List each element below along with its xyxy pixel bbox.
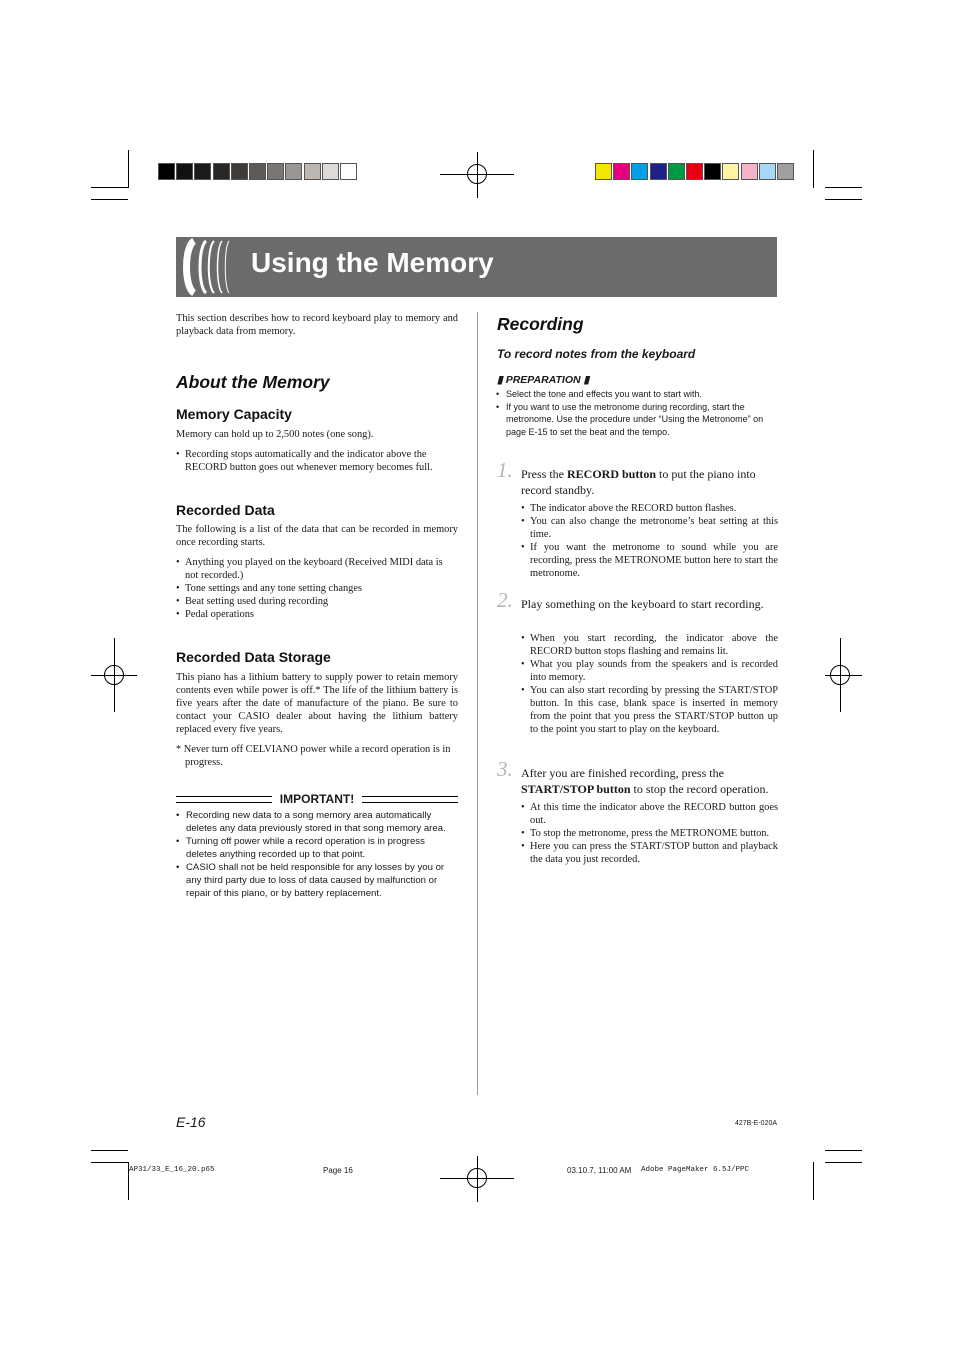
column-divider <box>477 312 478 1095</box>
step-number: 2. <box>497 588 513 612</box>
list-item: • Turning off power while a record operation is in progress deletes anything recorded up to that point. <box>176 835 458 861</box>
color-swatch <box>759 163 776 180</box>
grayscale-color-bar <box>158 163 358 180</box>
step-text: Play something on the keyboard to start recording. <box>521 597 764 611</box>
step-instruction <box>521 596 778 612</box>
step-text: After you are finished recording, press the <box>521 766 724 780</box>
title-banner-emblem-icon <box>176 237 238 297</box>
preparation-marker-icon: ▮ <box>583 374 590 386</box>
color-swatch <box>304 163 321 180</box>
page-number: E-16 <box>176 1114 206 1130</box>
list-item: • CASIO shall not be held responsible for any losses by you or any third party due to loss of data caused by malfunction or repair of this piano, or by battery replacement. <box>176 861 458 900</box>
list-item: • If you want the metronome to sound while you are recording, press the METRONOME button here to start the metronome. <box>521 541 778 580</box>
list-item: • Pedal operations <box>176 608 458 621</box>
color-swatch <box>285 163 302 180</box>
step-instruction <box>521 765 778 797</box>
recorded-data-storage-heading: Recorded Data Storage <box>176 649 331 665</box>
list-item: • Select the tone and effects you want to start with. <box>496 388 778 401</box>
recorded-data-heading: Recorded Data <box>176 502 275 518</box>
memory-capacity-text: Memory can hold up to 2,500 notes (one song). <box>176 429 374 440</box>
recorded-data-text: The following is a list of the data that can be recorded in memory once recording starts. <box>176 524 458 548</box>
color-swatch <box>704 163 721 180</box>
list-item: • You can also change the metronome’s beat setting at this time. <box>521 515 778 541</box>
color-swatch <box>249 163 266 180</box>
color-swatch <box>595 163 612 180</box>
color-swatch <box>176 163 193 180</box>
preparation-list <box>496 388 778 438</box>
important-list <box>176 809 458 900</box>
intro-text: This section describes how to record keyboard play to memory and playback data from memory. <box>176 313 458 337</box>
slug-application: Adobe PageMaker 6.5J/PPC <box>641 1166 750 1174</box>
page-title: Using the Memory <box>251 247 494 278</box>
list-item: • At this time the indicator above the RECORD button goes out. <box>521 801 778 827</box>
preparation-marker-icon: ▮ <box>497 374 503 386</box>
color-swatch <box>158 163 175 180</box>
color-swatch <box>194 163 211 180</box>
color-swatch <box>613 163 630 180</box>
slug-filename: AP31/33_E_16_20.p65 <box>129 1166 215 1174</box>
step-number: 1. <box>497 458 513 482</box>
list-item: • What you play sounds from the speakers and is recorded into memory. <box>521 658 778 684</box>
recorded-data-list <box>176 556 458 621</box>
memory-capacity-bullet: • Recording stops automatically and the indicator above the RECORD button goes out whenever memory becomes full. <box>176 448 458 474</box>
document-code: 427B-E-020A <box>735 1120 778 1127</box>
color-swatch <box>340 163 357 180</box>
color-swatch <box>668 163 685 180</box>
color-swatch <box>777 163 794 180</box>
step-text: to stop the record operation. <box>630 782 769 796</box>
list-item: • Here you can press the START/STOP button and playback the data you just recorded. <box>521 840 778 866</box>
recording-heading: Recording <box>497 314 584 334</box>
list-item: • Recording new data to a song memory area automatically deletes any data previously stored in that song memory area. <box>176 809 458 835</box>
color-swatch <box>631 163 648 180</box>
list-item: • You can also start recording by pressing the START/STOP button. In this case, blank space is inserted in memory from the point that you press the START/STOP button up to the point you start to play on the keyboard. <box>521 684 778 736</box>
color-swatch <box>231 163 248 180</box>
color-swatch <box>650 163 667 180</box>
preparation-text: PREPARATION <box>505 374 581 386</box>
step-instruction <box>521 466 778 498</box>
slug-page: Page 16 <box>323 1166 353 1175</box>
storage-text: This piano has a lithium battery to supply power to retain memory contents even while power is off.* The life of the lithium battery is five years after the date of manufacture of the piano. Be sure to contact your CASIO dealer about having the lithium battery replaced every five years. <box>176 672 458 735</box>
step-bullet-list <box>521 632 778 736</box>
list-item: • Anything you played on the keyboard (Received MIDI data is not recorded.) <box>176 556 458 582</box>
color-swatch <box>741 163 758 180</box>
list-item: • The indicator above the RECORD button flashes. <box>521 502 778 515</box>
list-item: • Beat setting used during recording <box>176 595 458 608</box>
about-heading: About the Memory <box>176 372 330 392</box>
step-bullet-list <box>521 502 778 580</box>
important-header <box>176 793 458 807</box>
title-banner <box>176 237 777 297</box>
storage-note: * Never turn off CELVIANO power while a record operation is in progress. <box>176 744 451 768</box>
step-button-name: START/STOP button <box>521 782 631 796</box>
preparation-label <box>497 374 589 386</box>
color-swatch <box>213 163 230 180</box>
list-item: • If you want to use the metronome during recording, start the metronome. Use the procedure under “Using the Metronome” on page E-15 to set the beat and the tempo. <box>496 401 778 439</box>
important-label: IMPORTANT! <box>279 792 355 806</box>
process-color-bar <box>595 163 795 180</box>
step-text: Press the <box>521 467 567 481</box>
step-bullet-list <box>521 801 778 866</box>
step-text: to put the piano into record standby. <box>521 467 756 497</box>
list-item: • To stop the metronome, press the METRONOME button. <box>521 827 778 840</box>
color-swatch <box>722 163 739 180</box>
color-swatch <box>322 163 339 180</box>
recording-subheading: To record notes from the keyboard <box>497 347 696 361</box>
step-number: 3. <box>497 757 513 781</box>
memory-capacity-heading: Memory Capacity <box>176 406 292 422</box>
step-button-name: RECORD button <box>567 467 657 481</box>
list-item: • Tone settings and any tone setting changes <box>176 582 458 595</box>
color-swatch <box>686 163 703 180</box>
list-item: • When you start recording, the indicator above the RECORD button stops flashing and remains lit. <box>521 632 778 658</box>
slug-date: 03.10.7, 11:00 AM <box>567 1166 632 1175</box>
color-swatch <box>267 163 284 180</box>
